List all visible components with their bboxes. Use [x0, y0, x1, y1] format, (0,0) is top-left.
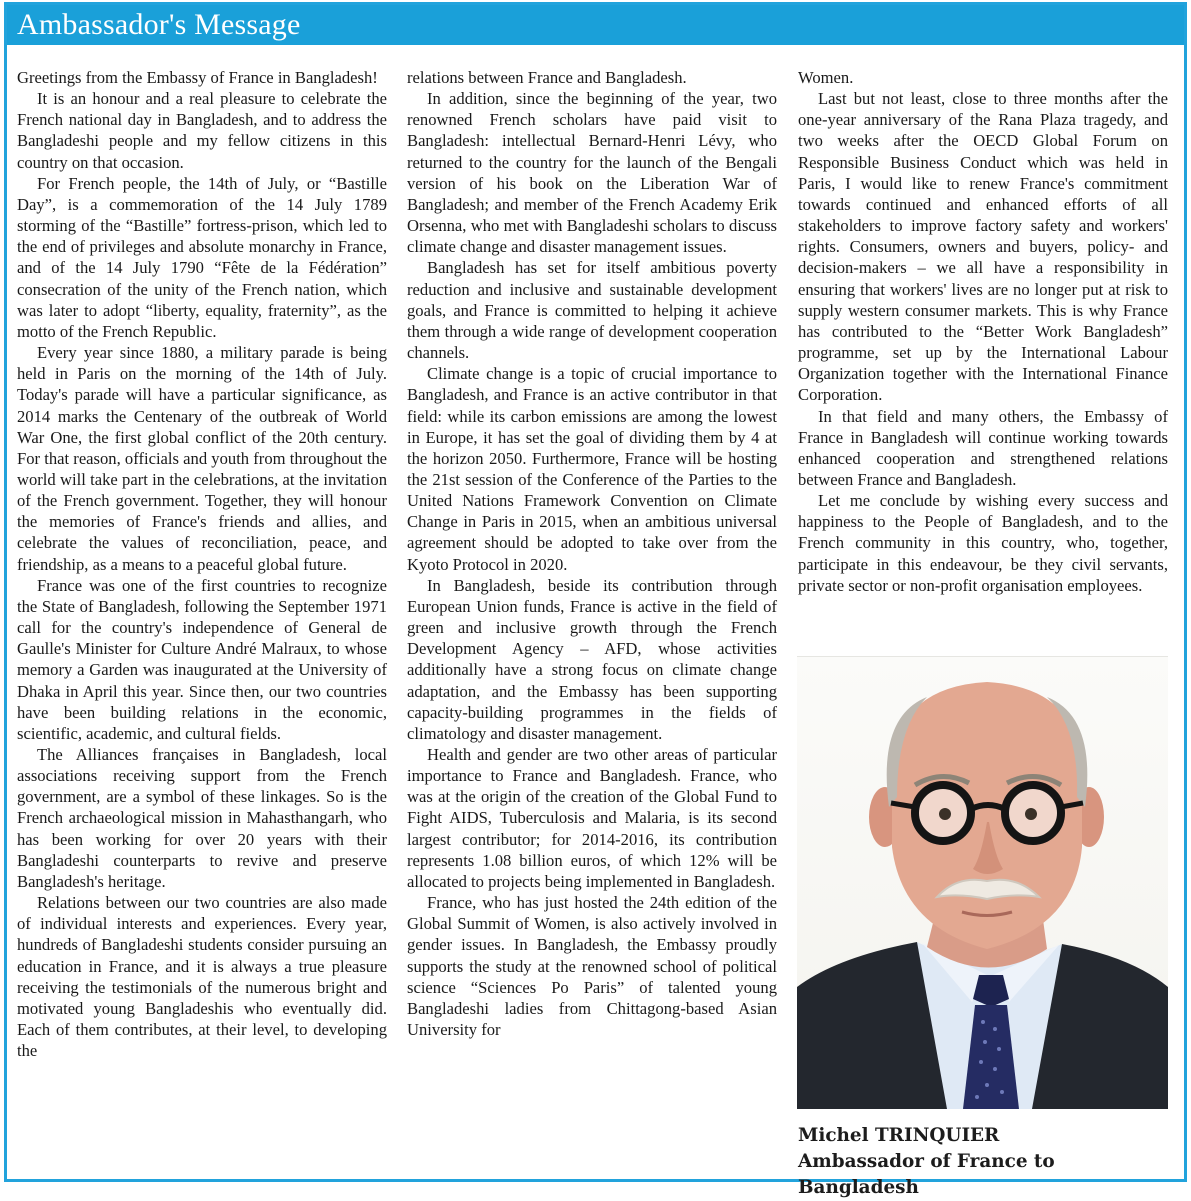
paragraph: Greetings from the Embassy of France in Bangladesh! [17, 68, 378, 87]
paragraph: It is an honour and a real pleasure to celebrate the French national day in Bangladesh, and to address the Bangladeshi people and my fellow citizens in this country on that occasion. [17, 89, 387, 172]
text-column-1 [17, 67, 387, 1061]
paragraph: The Alliances françaises in Bangladesh, local associations receiving support from the French government, are a symbol of these linkages. So is the French archaeological mission in Mahasthangarh, who has been working for over 20 years with their Bangladeshi counterparts to revive and preserve Bangladesh's heritage. [17, 745, 387, 891]
portrait-illustration [797, 657, 1168, 1109]
paragraph: France was one of the first countries to recognize the State of Bangladesh, following the September 1971 call for the country's independence of General de Gaulle's Minister for Culture André Malraux, to whose memory a Garden was inaugurated at the University of Dhaka in April this year. Since then, our two countries have been building relations in the economic, scientific, academic, and cultural fields. [17, 575, 387, 743]
paragraph: relations between France and Bangladesh. [407, 68, 687, 87]
paragraph: Every year since 1880, a military parade is being held in Paris on the morning of the 14th of July. Today's parade will have a particular significance, as 2014 marks the Centenary of the outbreak of World War One, the first global conflict of the 20th century. For that reason, officials and youth from throughout the world will take part in the celebrations, at the invitation of the French government. Together, they will honour the memories of France's friends and allies, and celebrate the values of reconciliation, peace, and friendship, as a means to a peaceful global future. [17, 343, 387, 574]
paragraph: Relations between our two countries are also made of individual interests and experiences. Every year, hundreds of Bangladeshi students consider pursuing an education in France, and it is always a true pleasure receiving the testimonials of the numerous bright and motivated young Bangladeshis who eventually did. Each of them contributes, at their level, to developing the [17, 893, 387, 1061]
paragraph: Bangladesh has set for itself ambitious poverty reduction and inclusive and sustainable development goals, and France is committed to helping it achieve them through a wide range of development cooperation channels. [407, 258, 777, 363]
paragraph: In Bangladesh, beside its contribution through European Union funds, France is active in the field of green and inclusive growth through the French Development Agency – AFD, whose activities additionally have a strong focus on climate change adaptation, and the Embassy has been supporting capacity-building programmes in the fields of climatology and disaster management. [407, 575, 777, 743]
signature-block [798, 1123, 1168, 1201]
text-column-2 [407, 67, 777, 1040]
ambassador-name: Michel TRINQUIER [798, 1125, 1000, 1146]
paragraph: Health and gender are two other areas of particular importance to France and Bangladesh. France, who was at the origin of the creation of the Global Fund to Fight AIDS, Tuberculosis and Malaria, is its second largest contributor; for 2014-2016, its contribution represents 1.08 billion euros, of which 12% will be allocated to projects being implemented in Bangladesh. [407, 745, 777, 891]
message-page [4, 2, 1187, 1198]
paragraph: France, who has just hosted the 24th edition of the Global Summit of Women, is also actively involved in gender issues. In Bangladesh, the Embassy proudly supports the study at the renowned school of political science “Sciences Po Paris” of talented young Bangladeshi ladies from Chittagong-based Asian University for [407, 893, 777, 1040]
ambassador-title: Ambassador of France to Bangladesh [798, 1151, 1055, 1198]
paragraph: In addition, since the beginning of the year, two renowned French scholars have paid visit to Bangladesh: intellectual Bernard-Henri Lévy, who returned to the country for the launch of the Bengali version of his book on the Liberation War of Bangladesh; and member of the French Academy Erik Orsenna, who met with Bangladeshi scholars to discuss climate change and disaster management issues. [407, 89, 777, 257]
paragraph: In that field and many others, the Embassy of France in Bangladesh will continue working towards enhanced cooperation and strengthened relations between France and Bangladesh. [798, 406, 1168, 489]
ambassador-portrait [797, 656, 1168, 1109]
paragraph: Last but not least, close to three months after the one-year anniversary of the Rana Plaza tragedy, and two weeks after the OECD Global Forum on Responsible Business Conduct which was held in Paris, I would like to renew France's commitment towards continued and enhanced efforts of all stakeholders to improve factory safety and workers' rights. Consumers, owners and buyers, policy- and decision-makers – we all have a responsibility in ensuring that workers' lives are no longer put at risk to supply western consumer markets. This is why France has contributed to the “Better Work Bangladesh” programme, set up by the International Labour Organization together with the International Finance Corporation. [798, 89, 1168, 405]
paragraph: Women. [798, 68, 854, 87]
paragraph: Climate change is a topic of crucial importance to Bangladesh, and France is an active contributor in that field: while its carbon emissions are among the lowest in Europe, it has set the goal of dividing them by 4 at the horizon 2050. Furthermore, France will be hosting the 21st session of the Conference of the Parties to the United Nations Framework Convention on Climate Change in Paris in 2015, when an ambitious universal agreement should be adopted to take over from the Kyoto Protocol in 2020. [407, 364, 777, 574]
paragraph: Let me conclude by wishing every success and happiness to the People of Bangladesh, and to the French community in this country, who, together, participate in this endeavour, be they civil servants, private sector or non-profit organisation employees. [798, 491, 1168, 595]
paragraph: For French people, the 14th of July, or “Bastille Day”, is a commemoration of the 14 July 1789 storming of the “Bastille” fortress-prison, which led to the end of privileges and absolute monarchy in France, and of the 14 July 1790 “Fête de la Fédération” consecration of the unity of the French nation, which was later to adopt “liberty, equality, fraternity”, as the motto of the French Republic. [17, 173, 387, 341]
page-title: Ambassador's Message [7, 5, 1184, 45]
text-column-3 [798, 67, 1168, 596]
